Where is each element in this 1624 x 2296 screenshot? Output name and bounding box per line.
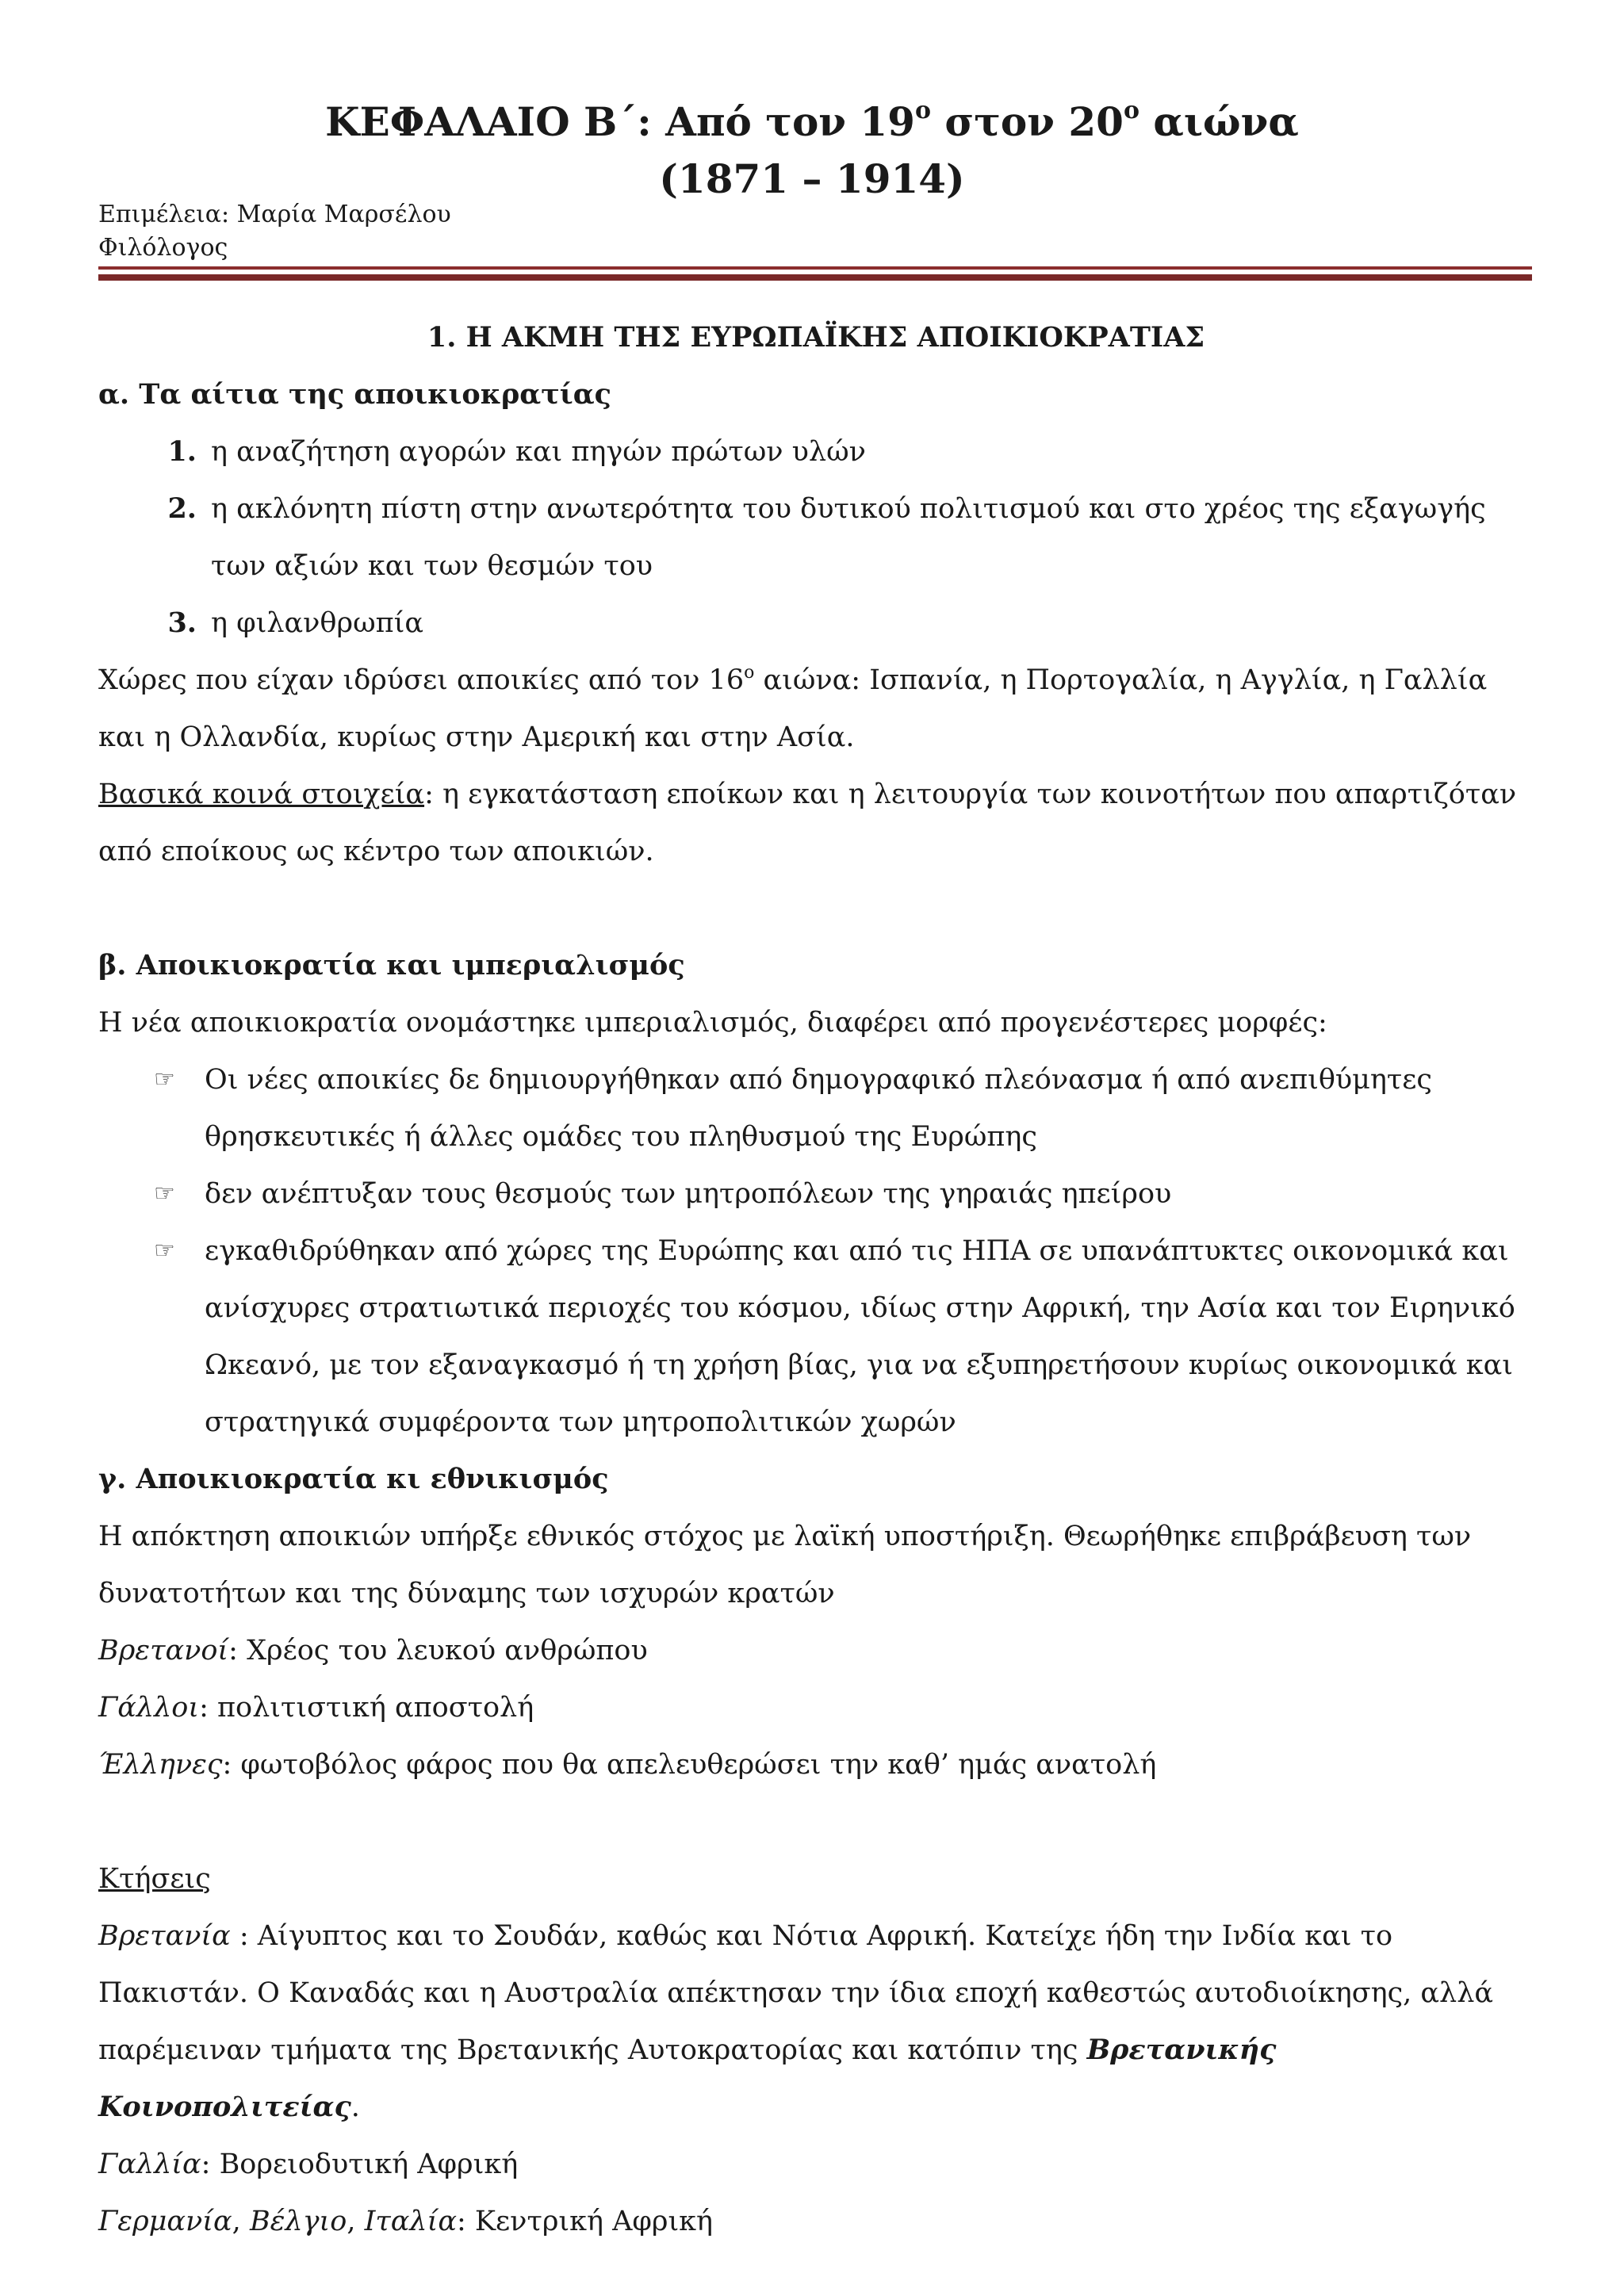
title-line-2: (1871 – 1914)	[659, 155, 965, 202]
nation-view: Γάλλοι: πολιτιστική αποστολή	[98, 1692, 534, 1724]
nation-view: Βρετανοί: Χρέος του λευκού ανθρώπου	[98, 1635, 648, 1667]
countries-paragraph: Χώρες που είχαν ιδρύσει αποικίες από τον $16^o$ αιώνα: Ισπανία, η Πορτογαλία, η Αγγλία, η Γαλλία και η Ολλανδία, κυρίως στην Αμερική και στην Ασία.	[98, 663, 1488, 753]
possessions-britain: Βρετανία : Αίγυπτος και το Σουδάν, καθώς και Νότια Αφρική. Κατείχε ήδη την Ινδία και το Πακιστάν. Ο Καναδάς και η Αυστραλία απέκτησαν την ίδια εποχή καθεστώς αυτοδιοίκησης, αλλά παρέμειναν τμήματα της Βρετανικής Αυτοκρατορίας και κατόπιν της Βρετανικής Κοινοπολιτείας.	[98, 1920, 1494, 2123]
common-elements-paragraph: Βασικά κοινά στοιχεία: η εγκατάσταση εποίκων και η λειτουργία των κοινοτήτων που απαρτιζόταν από εποίκους ως κέντρο των αποικιών.	[98, 779, 1517, 867]
pointing-hand-icon: ☞	[154, 1180, 175, 1207]
possessions-heading: Κτήσεις	[98, 1863, 211, 1895]
editor-name: Επιμέλεια: Μαρία Μαρσέλου	[98, 201, 451, 228]
pointing-hand-icon: ☞	[154, 1066, 175, 1093]
editor-role: Φιλόλογος	[98, 234, 228, 262]
numbered-item: 1. η αναζήτηση αγορών και πηγών πρώτων υλών	[167, 435, 866, 468]
subheading-imperialism: β. Αποικιοκρατία και ιμπεριαλισμός	[98, 949, 685, 982]
section-title: 1. Η ΑΚΜΗ ΤΗΣ ΕΥΡΩΠΑΪΚΗΣ ΑΠΟΙΚΙΟΚΡΑΤΙΑΣ	[427, 321, 1205, 354]
editor-info	[98, 198, 451, 265]
numbered-item: 2. η ακλόνητη πίστη στην ανωτερότητα του δυτικού πολιτισμού και στο χρέος της εξαγωγής των αξιών και των θεσμών του	[167, 492, 1486, 582]
header-divider-thick	[98, 274, 1532, 281]
nationalism-intro: Η απόκτηση αποικιών υπήρξε εθνικός στόχος με λαϊκή υποστήριξη. Θεωρήθηκε επιβράβευση των δυνατοτήτων και της δύναμης των ισχυρών κρατών	[98, 1521, 1472, 1609]
list-item: ☞ Οι νέες αποικίες δε δημιουργήθηκαν από δημογραφικό πλεόνασμα ή από ανεπιθύμητες θρησκευτικές ή άλλες ομάδες του πληθυσμού της Ευρώπης	[98, 1051, 1534, 1165]
list-item: ☞ εγκαθιδρύθηκαν από χώρες της Ευρώπης και από τις ΗΠΑ σε υπανάπτυκτες οικονομικά και ανίσχυρες στρατιωτικά περιοχές του κόσμου, ιδίως στην Αφρική, την Ασία και τον Ειρηνικό Ωκεανό, με τον εξαναγκασμό ή τη χρήση βίας, για να εξυπηρετήσουν κυρίως οικονομικά και στρατηγικά συμφέροντα των μητροπολιτικών χωρών	[98, 1223, 1534, 1451]
page-title	[0, 94, 1624, 208]
subheading-causes: α. Τα αίτια της αποικιοκρατίας	[98, 378, 611, 411]
imperialism-intro: Η νέα αποικιοκρατία ονομάστηκε ιμπεριαλισμός, διαφέρει από προγενέστερες μορφές:	[98, 1007, 1327, 1039]
nation-view: Έλληνες: φωτοβόλος φάρος που θα απελευθερώσει την καθ’ ημάς ανατολή	[98, 1749, 1157, 1781]
pointing-hand-icon: ☞	[154, 1237, 175, 1265]
title-line-1: ΚΕΦΑΛΑΙΟ Β΄: Από τον $19^o$ στον $20^o$ αιώνα	[325, 97, 1299, 145]
possessions-others: Γερμανία, Βέλγιο, Ιταλία: Κεντρική Αφρική	[98, 2206, 714, 2237]
possessions-france: Γαλλία: Βορειοδυτική Αφρική	[98, 2149, 519, 2180]
numbered-item: 3. η φιλανθρωπία	[167, 607, 423, 639]
list-item: ☞ δεν ανέπτυξαν τους θεσμούς των μητροπόλεων της γηραιάς ηπείρου	[98, 1165, 1534, 1223]
header-divider-thin	[98, 266, 1532, 270]
subheading-nationalism: γ. Αποικιοκρατία κι εθνικισμός	[98, 1463, 609, 1495]
document-body	[98, 309, 1534, 2250]
